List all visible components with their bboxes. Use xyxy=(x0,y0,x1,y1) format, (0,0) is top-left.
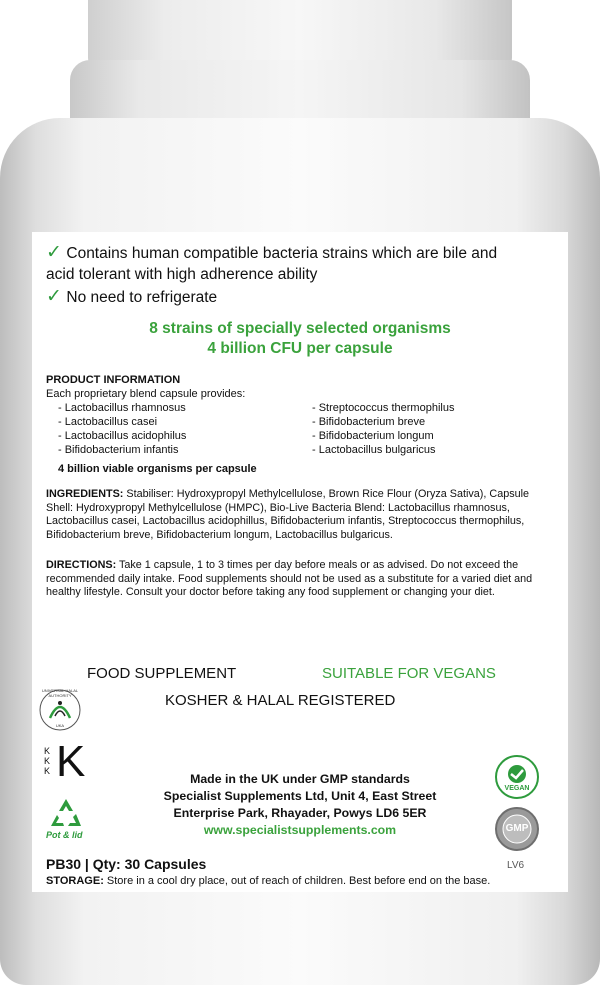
claim-1-line2: acid tolerant with high adherence ability xyxy=(46,266,318,283)
strain-item: - Bifidobacterium infantis xyxy=(58,444,179,456)
kosher-k-letter: K xyxy=(56,737,86,786)
lv-code: LV6 xyxy=(507,860,525,871)
product-label xyxy=(32,232,568,892)
ingredients-label: INGREDIENTS: xyxy=(46,488,124,500)
gmp-badge-icon xyxy=(494,806,540,852)
strain-item: - Streptococcus thermophilus xyxy=(312,402,455,414)
directions-label: DIRECTIONS: xyxy=(46,559,117,571)
strain-item: - Bifidobacterium longum xyxy=(312,430,434,442)
svg-text:K: K xyxy=(44,766,51,776)
vegan-badge-icon xyxy=(494,754,540,800)
made-line-1: Made in the UK under GMP standards xyxy=(190,772,410,786)
halal-badge-icon xyxy=(38,688,82,732)
made-line-2: Specialist Supplements Ltd, Unit 4, East Street xyxy=(163,789,437,803)
kosher-logo-icon xyxy=(44,737,86,788)
svg-text:K: K xyxy=(44,756,51,766)
gmp-badge-text: GMP xyxy=(505,823,529,834)
product-info-intro: Each proprietary blend capsule provides: xyxy=(46,388,246,400)
directions xyxy=(46,559,552,600)
storage-label: STORAGE: xyxy=(46,875,104,887)
storage-text: Store in a cool dry place, out of reach of children. Best before end on the base. xyxy=(103,875,491,887)
claim-1-line1: Contains human compatible bacteria strains which are bile and xyxy=(66,245,498,262)
halal-badge-sub: UKA xyxy=(55,723,65,728)
suitable-for-vegans: SUITABLE FOR VEGANS xyxy=(322,665,496,682)
claim-1 xyxy=(46,241,497,264)
strains-right xyxy=(312,401,454,457)
strain-item: - Lactobacillus casei xyxy=(58,416,158,428)
halal-badge-text: UNIVERSAL HALAL AUTHORITY xyxy=(41,688,79,698)
strains-left xyxy=(58,401,186,457)
storage xyxy=(46,874,566,888)
website: www.specialistsupplements.com xyxy=(203,823,397,837)
recycle-icon xyxy=(46,796,86,844)
claim-2 xyxy=(46,285,217,308)
ingredients xyxy=(46,488,552,542)
made-line-3: Enterprise Park, Rhayader, Powys LD6 5ER xyxy=(173,806,427,820)
check-icon: ✓ xyxy=(46,242,62,263)
directions-text: Take 1 capsule, 1 to 3 times per day before meals or as advised. Do not exceed the recommended daily intake. Food supplements should not be used as a substitute for a varied diet and healthy lifestyle. Consult your doctor before taking any food supplement or changing your diet. xyxy=(46,559,533,599)
kosher-halal: KOSHER & HALAL REGISTERED xyxy=(165,692,396,709)
claim-2-text: No need to refrigerate xyxy=(66,289,218,306)
strain-item: - Lactobacillus rhamnosus xyxy=(58,402,186,414)
svg-text:K: K xyxy=(44,746,51,756)
bottle-cap xyxy=(88,0,512,68)
strain-item: - Lactobacillus acidophilus xyxy=(58,430,187,442)
vegan-badge-text: VEGAN xyxy=(504,785,530,792)
product-code: PB30 | Qty: 30 Capsules xyxy=(46,856,207,872)
food-supplement: FOOD SUPPLEMENT xyxy=(87,665,237,682)
headline-strains: 8 strains of specially selected organisms xyxy=(149,320,451,337)
recycle-caption: Pot & lid xyxy=(46,830,83,840)
check-icon: ✓ xyxy=(46,286,62,307)
headline-cfu: 4 billion CFU per capsule xyxy=(207,340,393,357)
strain-item: - Lactobacillus bulgaricus xyxy=(312,444,436,456)
product-info-title: PRODUCT INFORMATION xyxy=(46,374,181,386)
made-in-uk xyxy=(120,771,480,839)
ingredients-text: Stabiliser: Hydroxypropyl Methylcellulose, Brown Rice Flour (Oryza Sativa), Capsule Shell: Hydroxypropyl Methylcellulose (HMPC), Bio-Live Bacteria Blend: Lactobacillus rhamnosus, Lactobacillus casei, Lactobacillus acidophillus, Bifidobacterium infantis, Streptococcus thermophilus, Bifidobacterium breve, Bifidobacterium longum, Lactobacillus bulgaricus. xyxy=(46,488,530,541)
strain-item: - Bifidobacterium breve xyxy=(312,416,426,428)
viable-organisms: 4 billion viable organisms per capsule xyxy=(58,463,257,475)
